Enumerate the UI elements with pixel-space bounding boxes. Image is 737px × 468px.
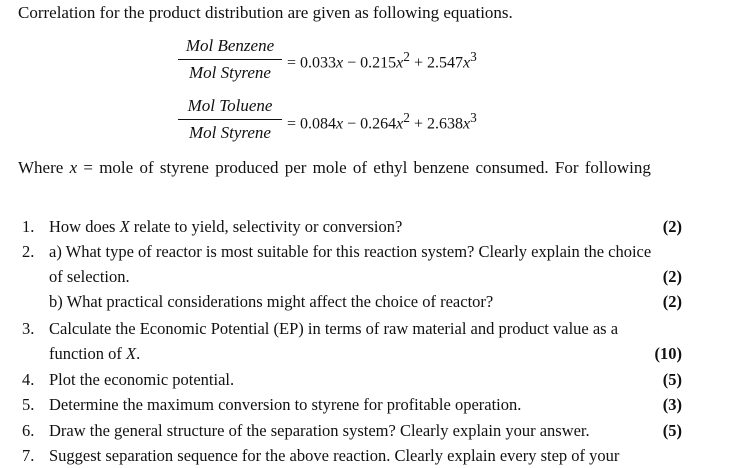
marks-badge: (2) xyxy=(662,267,682,286)
equation-2-term-2: + 2.638 xyxy=(409,115,463,133)
equation-2-fraction xyxy=(178,96,282,143)
equation-1-numerator: Mol Benzene xyxy=(185,36,275,55)
question-2-continuation: of selection. xyxy=(49,267,130,286)
question-2b: b) What practical considerations might affect the choice of reactor? xyxy=(49,292,494,311)
fraction-bar xyxy=(178,119,282,120)
marks-badge: (5) xyxy=(662,421,682,440)
equation-2-rhs: = $0.084x - 0.264x^2 + 2.638x^3$ xyxy=(287,110,477,133)
fraction-bar xyxy=(178,59,282,60)
equation-1-term-0: = 0.033 xyxy=(287,54,337,72)
equation-1-fraction xyxy=(178,36,282,83)
equation-2-denominator: Mol Styrene xyxy=(189,123,271,143)
equation-1-denominator: Mol Styrene xyxy=(189,63,271,83)
equation-1-term-2: + 2.547 xyxy=(409,54,463,72)
marks-badge: (2) xyxy=(662,217,682,236)
question-3-continuation: function of X. xyxy=(49,344,141,363)
intro-text: Correlation for the product distribution are given as following equations. xyxy=(18,3,513,22)
where-definition: Where x = mole of styrene produced per mole of ethyl benzene consumed. For following xyxy=(18,158,651,177)
equation-1-rhs: = $0.033x - 0.215x^2 + 2.547x^3$ xyxy=(287,49,477,72)
equation-2-term-1: − 0.264 xyxy=(343,115,397,133)
marks-badge: (2) xyxy=(662,292,682,311)
equation-2-term-0: = 0.084 xyxy=(287,115,337,133)
marks-badge: (10) xyxy=(654,344,682,363)
equation-2-numerator: Mol Toluene xyxy=(187,96,273,115)
marks-badge: (3) xyxy=(662,395,682,414)
marks-badge: (5) xyxy=(662,370,682,389)
equation-1-term-1: − 0.215 xyxy=(343,54,397,72)
